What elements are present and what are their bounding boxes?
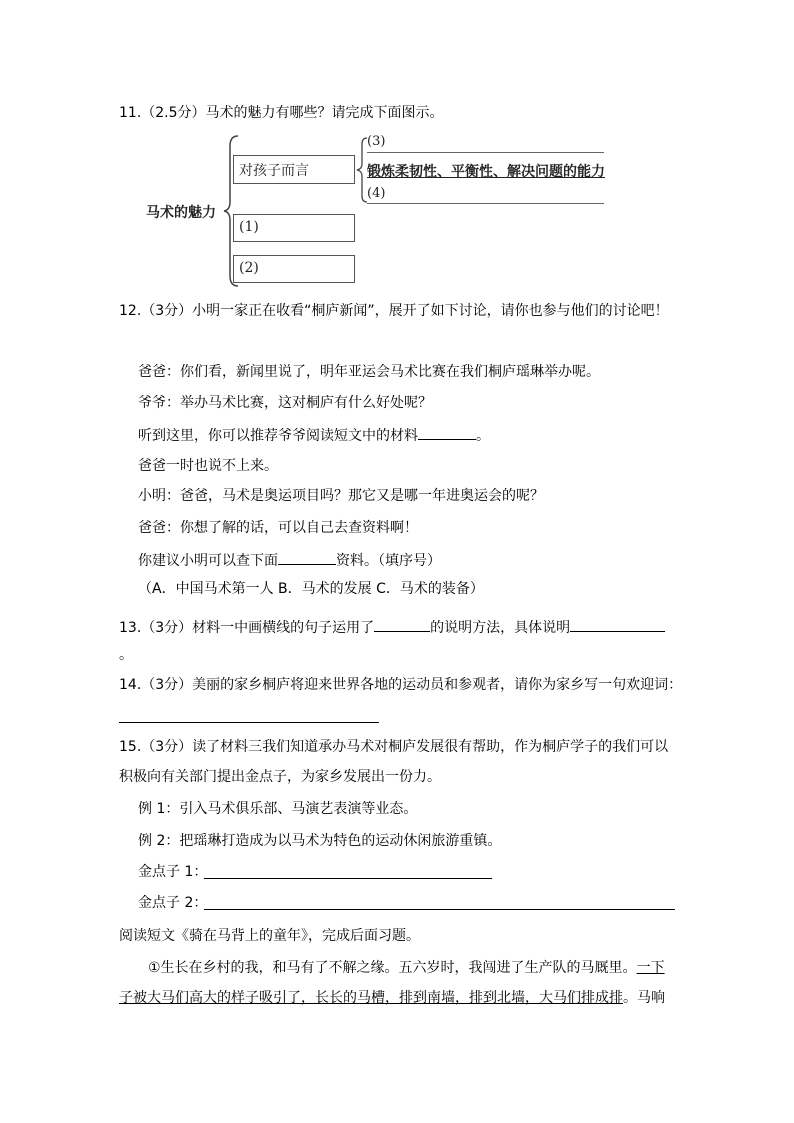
q14-stem: 14.（3分）美丽的家乡桐庐将迎来世界各地的运动员和参观者，请你为家乡写一句欢迎词： bbox=[119, 677, 683, 693]
diagram-box-children: 对孩子而言 bbox=[233, 155, 355, 184]
underlined-sentence: 子被大马们高大的样子吸引了，长长的马槽，排到南墙，排到北墙，大马们排成排 bbox=[119, 990, 623, 1006]
underlined-sentence: 一下 bbox=[636, 960, 665, 976]
q15-stem-2: 积极向有关部门提出金点子，为家乡发展出一份力。 bbox=[119, 769, 441, 785]
q15-stem-1: 15.（3分）读了材料三我们知道承办马术对桐庐发展很有帮助，作为桐庐学子的我们可以 bbox=[119, 739, 669, 755]
q11-stem: 11.（2.5分）马术的魅力有哪些？请完成下面图示。 bbox=[119, 105, 444, 121]
answer-blank[interactable] bbox=[374, 617, 430, 632]
diagram-slot-1[interactable]: (1) bbox=[233, 214, 355, 242]
reading-intro: 阅读短文《骑在马背上的童年》，完成后面习题。 bbox=[119, 928, 420, 944]
paragraph-text: 。马响 bbox=[623, 990, 665, 1006]
answer-blank[interactable] bbox=[570, 617, 665, 632]
answer-blank[interactable] bbox=[278, 550, 336, 565]
q15-idea-1-line[interactable] bbox=[204, 878, 492, 879]
diagram-given: 锻炼柔韧性、平衡性、解决问题的能力 bbox=[367, 164, 605, 180]
reading-paragraph-1-cont bbox=[119, 989, 665, 1007]
answer-blank[interactable] bbox=[418, 425, 476, 440]
diagram-slot-4-line[interactable] bbox=[367, 203, 604, 204]
dialog-text: 听到这里，你可以推荐爷爷阅读短文中的材料 bbox=[138, 428, 418, 444]
q13-end: 。 bbox=[119, 647, 133, 663]
dialog-line: 爷爷：举办马术比赛，这对桐庐有什么好处呢？ bbox=[138, 395, 432, 411]
diagram-slot-4-label: (4) bbox=[367, 186, 386, 201]
dialog-text: 你建议小明可以查下面 bbox=[138, 553, 278, 569]
q13-stem bbox=[119, 617, 665, 637]
dialog-line: 小明：爸爸，马术是奥运项目吗？那它又是哪一年进奥运会的呢？ bbox=[138, 488, 544, 504]
q15-example-2: 例 2：把瑶琳打造成为以马术为特色的运动休闲旅游重镇。 bbox=[138, 833, 502, 849]
q12-stem: 12.（3分）小明一家正在收看“桐庐新闻”，展开了如下讨论，请你也参与他们的讨论吧！ bbox=[119, 303, 669, 319]
dialog-text: 。 bbox=[476, 428, 490, 444]
reading-paragraph-1 bbox=[148, 959, 665, 977]
dialog-line: 爸爸一时也说不上来。 bbox=[138, 458, 278, 474]
diagram-root: 马术的魅力 bbox=[146, 205, 216, 221]
q15-example-1: 例 1：引入马术俱乐部、马演艺表演等业态。 bbox=[138, 801, 418, 817]
q12-options: （A．中国马术第一人 B．马术的发展 C．马术的装备） bbox=[138, 581, 484, 597]
q15-idea-2-line[interactable] bbox=[204, 909, 675, 910]
diagram-slot-2[interactable]: (2) bbox=[233, 255, 355, 283]
dialog-line bbox=[138, 550, 441, 570]
diagram-slot-3-line[interactable] bbox=[367, 152, 604, 153]
dialog-line: 爸爸：你们看，新闻里说了，明年亚运会马术比赛在我们桐庐瑶琳举办呢。 bbox=[138, 364, 600, 380]
q13-text: 的说明方法，具体说明 bbox=[430, 620, 571, 636]
diagram-slot-3-label: (3) bbox=[367, 134, 386, 149]
dialog-text: 资料。（填序号） bbox=[336, 553, 441, 569]
dialog-line: 爸爸：你想了解的话，可以自己去查资料啊！ bbox=[138, 520, 418, 536]
q13-text: 13.（3分）材料一中画横线的句子运用了 bbox=[119, 620, 375, 636]
paragraph-text: ①生长在乡村的我，和马有了不解之缘。五六岁时，我闯进了生产队的马厩里。 bbox=[148, 960, 637, 976]
q15-idea-1-label: 金点子 1： bbox=[138, 864, 208, 880]
dialog-line bbox=[138, 425, 490, 445]
q15-idea-2-label: 金点子 2： bbox=[138, 895, 208, 911]
q14-answer-line[interactable] bbox=[119, 722, 379, 723]
